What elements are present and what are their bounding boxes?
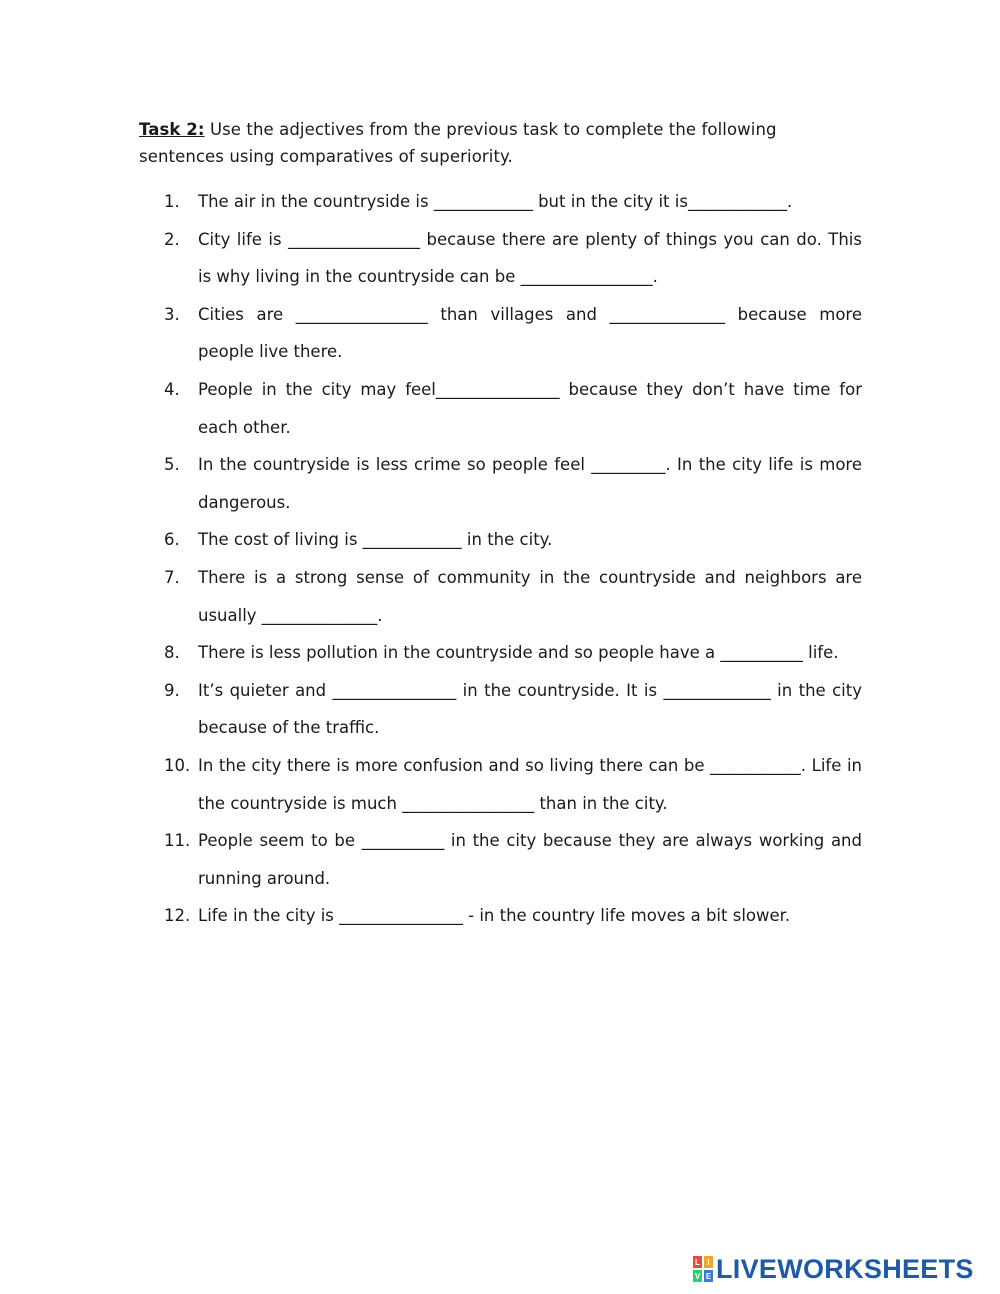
question-text: Life in the city is _______________ - in the country life moves a bit slower. <box>198 906 791 926</box>
question-text: People seem to be __________ in the city because they are always working and running around. <box>198 831 862 888</box>
question-list <box>164 183 862 935</box>
question-item <box>164 634 862 672</box>
svg-text:E: E <box>705 1272 712 1281</box>
question-text: In the city there is more confusion and so living there can be ___________. Life in the countryside is much ________________ than in the city. <box>198 755 862 813</box>
question-text: There is less pollution in the countryside and so people have a __________ life. <box>198 643 839 663</box>
question-number: 3. <box>164 304 180 324</box>
question-number: 10. <box>164 755 191 775</box>
question-text: Cities are ________________ than villages and ______________ because more people live there. <box>198 304 862 362</box>
question-text: The cost of living is ____________ in the city. <box>198 530 553 550</box>
question-text: In the countryside is less crime so people feel _________. In the city life is more dangerous. <box>198 455 862 512</box>
question-item <box>164 747 862 822</box>
svg-text:I: I <box>707 1258 710 1267</box>
question-number: 4. <box>164 379 180 399</box>
question-item <box>164 183 862 221</box>
liveworksheets-brand <box>693 1254 974 1284</box>
question-item <box>164 296 862 371</box>
liveworksheets-logo-icon <box>693 1256 713 1282</box>
question-item <box>164 221 862 296</box>
question-number: 5. <box>164 455 180 475</box>
svg-text:V: V <box>694 1272 701 1281</box>
question-item <box>164 897 862 935</box>
question-number: 9. <box>164 680 180 700</box>
question-number: 1. <box>164 192 180 211</box>
task-label: Task 2: <box>139 120 205 139</box>
question-number: 2. <box>164 229 180 249</box>
question-item <box>164 371 862 446</box>
task-instruction-text: Use the adjectives from the previous task to complete the following sentences using comparatives of superiority. <box>139 120 777 166</box>
question-item <box>164 521 862 559</box>
question-number: 8. <box>164 643 180 663</box>
question-text: City life is ________________ because there are plenty of things you can do. This is why living in the countryside can be ________________. <box>198 229 862 287</box>
brand-name: LIVEWORKSHEETS <box>716 1253 974 1284</box>
question-item <box>164 822 862 897</box>
question-text: There is a strong sense of community in the countryside and neighbors are usually ______________. <box>198 567 862 625</box>
question-text: People in the city may feel_______________ because they don’t have time for each other. <box>198 379 862 437</box>
question-item <box>164 559 862 634</box>
question-number: 7. <box>164 567 180 587</box>
question-item <box>164 672 862 747</box>
question-number: 6. <box>164 530 180 550</box>
question-number: 11. <box>164 831 191 851</box>
question-item <box>164 446 862 521</box>
svg-text:L: L <box>695 1258 700 1267</box>
question-text: The air in the countryside is ____________ but in the city it is____________. <box>198 192 793 211</box>
task-instruction <box>139 116 863 170</box>
question-text: It’s quieter and _______________ in the countryside. It is _____________ in the city because of the traffic. <box>198 680 862 738</box>
question-number: 12. <box>164 906 191 926</box>
